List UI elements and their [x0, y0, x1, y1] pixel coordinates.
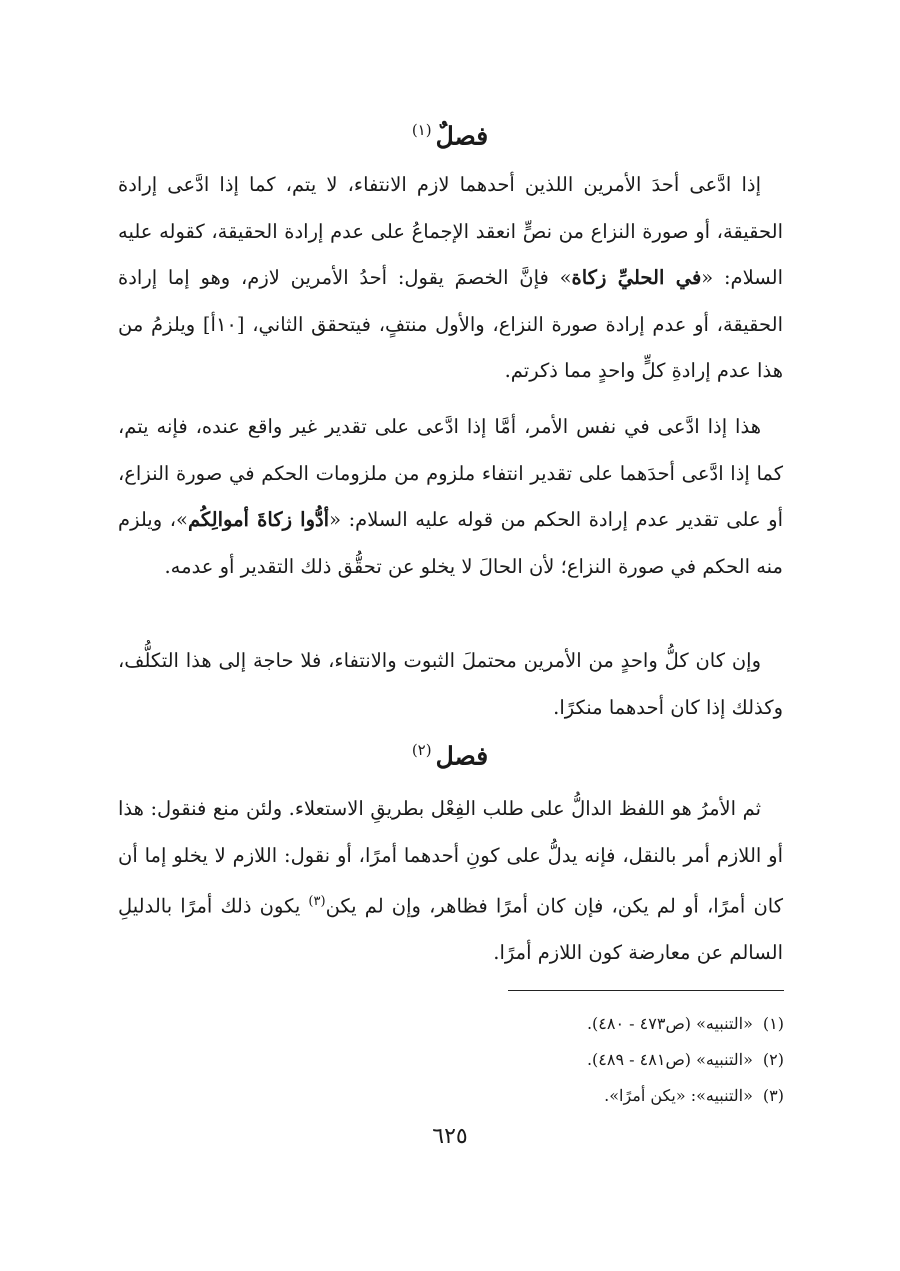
footnote-3 — [420, 1078, 784, 1114]
section-heading-1-title: فصلٌ — [435, 121, 489, 151]
paragraph-4-part-2: يكون ذلك أمرًا بالدليلِ السالم عن معارضة كون اللازم أمرًا. — [118, 894, 783, 964]
section-heading-1 — [0, 110, 900, 156]
footnote-marker-3: (٣) — [308, 894, 326, 909]
footnotes — [420, 1006, 784, 1114]
footnote-3-text: «التنبيه»: «يكن أمرًا». — [604, 1086, 753, 1105]
paragraph-2 — [118, 404, 783, 590]
paragraph-3 — [118, 638, 783, 731]
footnote-1 — [420, 1006, 784, 1042]
hadith-quote-1: في الحليِّ زكاة — [571, 266, 702, 289]
paragraph-2-part-1: هذا إذا ادَّعى في نفس الأمر، أمَّا إذا ادَّعى على تقدير غير واقع عنده، فإنه يتم، كما إذا ادَّعى أحدَهما على تقدير انتفاء ملزوم من ملزومات الحكم في صورة النزاع، أو على تقدير عدم إرادة الحكم من قوله عليه السلام: « — [118, 415, 783, 531]
paragraph-4-part-1: ثم الأمرُ هو اللفظ الدالُّ على طلب الفِعْل بطريقِ الاستعلاء. ولئن منع فنقول: هذا أو اللازم أمر بالنقل، فإنه يدلُّ على كونِ أحدهما أمرًا، أو نقول: اللازم لا يخلو إما أن كان أمرًا، أو لم يكن، فإن كان أمرًا فظاهر، وإن لم يكن — [118, 797, 784, 918]
hadith-quote-2: أدُّوا زكاةَ أموالِكُم — [187, 508, 330, 531]
paragraph-3-text: وإن كان كلُّ واحدٍ من الأمرين محتملَ الثبوت والانتفاء، فلا حاجة إلى هذا التكلُّف، وكذلك إذا كان أحدهما منكرًا. — [118, 649, 783, 719]
page-number: ٦٢٥ — [432, 1124, 468, 1149]
footnote-2-text: «التنبيه» (ص٤٨١ - ٤٨٩). — [586, 1050, 753, 1069]
footnote-divider — [508, 990, 784, 991]
footnote-marker-1: (١) — [411, 121, 432, 139]
paragraph-2-part-2: »، ويلزم منه الحكم في صورة النزاع؛ لأن الحالَ لا يخلو عن تحقُّق ذلك التقدير أو عدمه. — [118, 508, 783, 578]
paragraph-1-part-1: إذا ادَّعى أحدَ الأمرين اللذين أحدهما لازم الانتفاء، لا يتم، كما إذا ادَّعى إرادة الحقيقة، أو صورة النزاع من نصٍّ انعقد الإجماعُ على عدم إرادة الحقيقة، كقوله عليه السلام: « — [118, 173, 783, 289]
paragraph-4 — [118, 786, 783, 977]
footnote-2-number: (٢) — [762, 1050, 784, 1069]
footnote-2 — [420, 1042, 784, 1078]
footnote-1-text: «التنبيه» (ص٤٧٣ - ٤٨٠). — [586, 1014, 753, 1033]
section-heading-2-title: فصل — [435, 741, 489, 771]
paragraph-1-part-2: » فإنَّ الخصمَ يقول: أحدُ الأمرين لازم، وهو إما إرادة الحقيقة، أو عدم إرادة صورة النزاع، والأول منتفٍ، فيتحقق الثاني، [١٠أ] ويلزمُ من هذا عدم إرادةِ كلٍّ واحدٍ مما ذكرتم. — [118, 266, 783, 382]
footnote-3-number: (٣) — [762, 1086, 784, 1105]
paragraph-1 — [118, 162, 783, 395]
footnote-1-number: (١) — [762, 1014, 784, 1033]
footnote-marker-2: (٢) — [411, 741, 432, 759]
section-heading-2 — [0, 730, 900, 776]
